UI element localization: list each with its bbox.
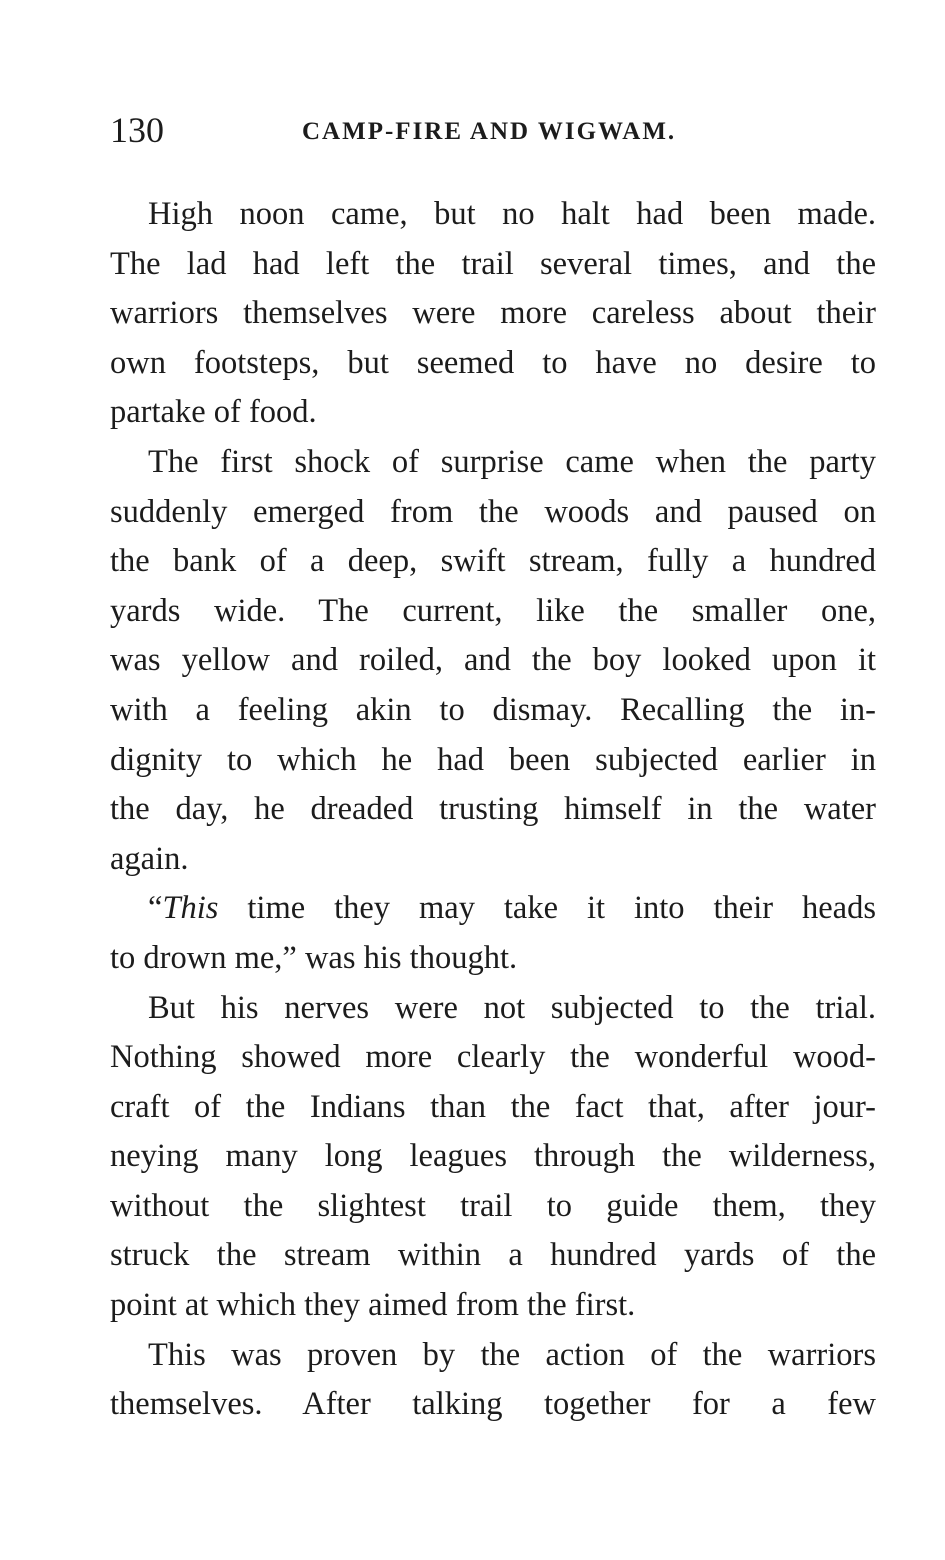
text-line: point at which they aimed from the first. xyxy=(110,1287,636,1324)
text-line: themselves. After talking together for a few xyxy=(110,1386,876,1423)
text-line: the day, he dreaded trusting himself in the water xyxy=(110,791,876,828)
text-line: was yellow and roiled, and the boy looked upon it xyxy=(110,642,876,679)
text-line: “This time they may take it into their heads xyxy=(148,890,876,927)
text-line: The lad had left the trail several times, and the xyxy=(110,245,876,282)
text-line: again. xyxy=(110,840,189,877)
page-header xyxy=(110,108,876,152)
text-line: warriors themselves were more careless about their xyxy=(110,295,876,332)
text-line: without the slightest trail to guide them, they xyxy=(110,1187,876,1224)
text-line: neying many long leagues through the wilderness, xyxy=(110,1138,876,1175)
text-line: But his nerves were not subjected to the trial. xyxy=(148,989,876,1026)
text-line: High noon came, but no halt had been made. xyxy=(148,196,876,232)
text-line: partake of food. xyxy=(110,394,317,431)
text-line: with a feeling akin to dismay. Recalling the in- xyxy=(110,691,876,728)
text-line: Nothing showed more clearly the wonderful wood- xyxy=(110,1039,876,1076)
body-text xyxy=(110,190,876,1430)
page-number: 130 xyxy=(110,110,164,150)
text-line: to drown me,” was his thought. xyxy=(110,939,518,976)
text-line: The first shock of surprise came when the party xyxy=(148,443,876,480)
text-line: dignity to which he had been subjected earlier in xyxy=(110,741,876,778)
text-line: the bank of a deep, swift stream, fully a hundred xyxy=(110,543,876,580)
text-line: This was proven by the action of the warriors xyxy=(148,1336,876,1373)
text-line: suddenly emerged from the woods and paused on xyxy=(110,493,876,530)
text-line: yards wide. The current, like the smaller one, xyxy=(110,592,876,629)
text-line: own footsteps, but seemed to have no desire to xyxy=(110,344,876,381)
running-title: CAMP-FIRE AND WIGWAM. xyxy=(302,118,677,145)
text-line: struck the stream within a hundred yards of the xyxy=(110,1237,876,1274)
text-line: craft of the Indians than the fact that, after jour- xyxy=(110,1088,876,1125)
